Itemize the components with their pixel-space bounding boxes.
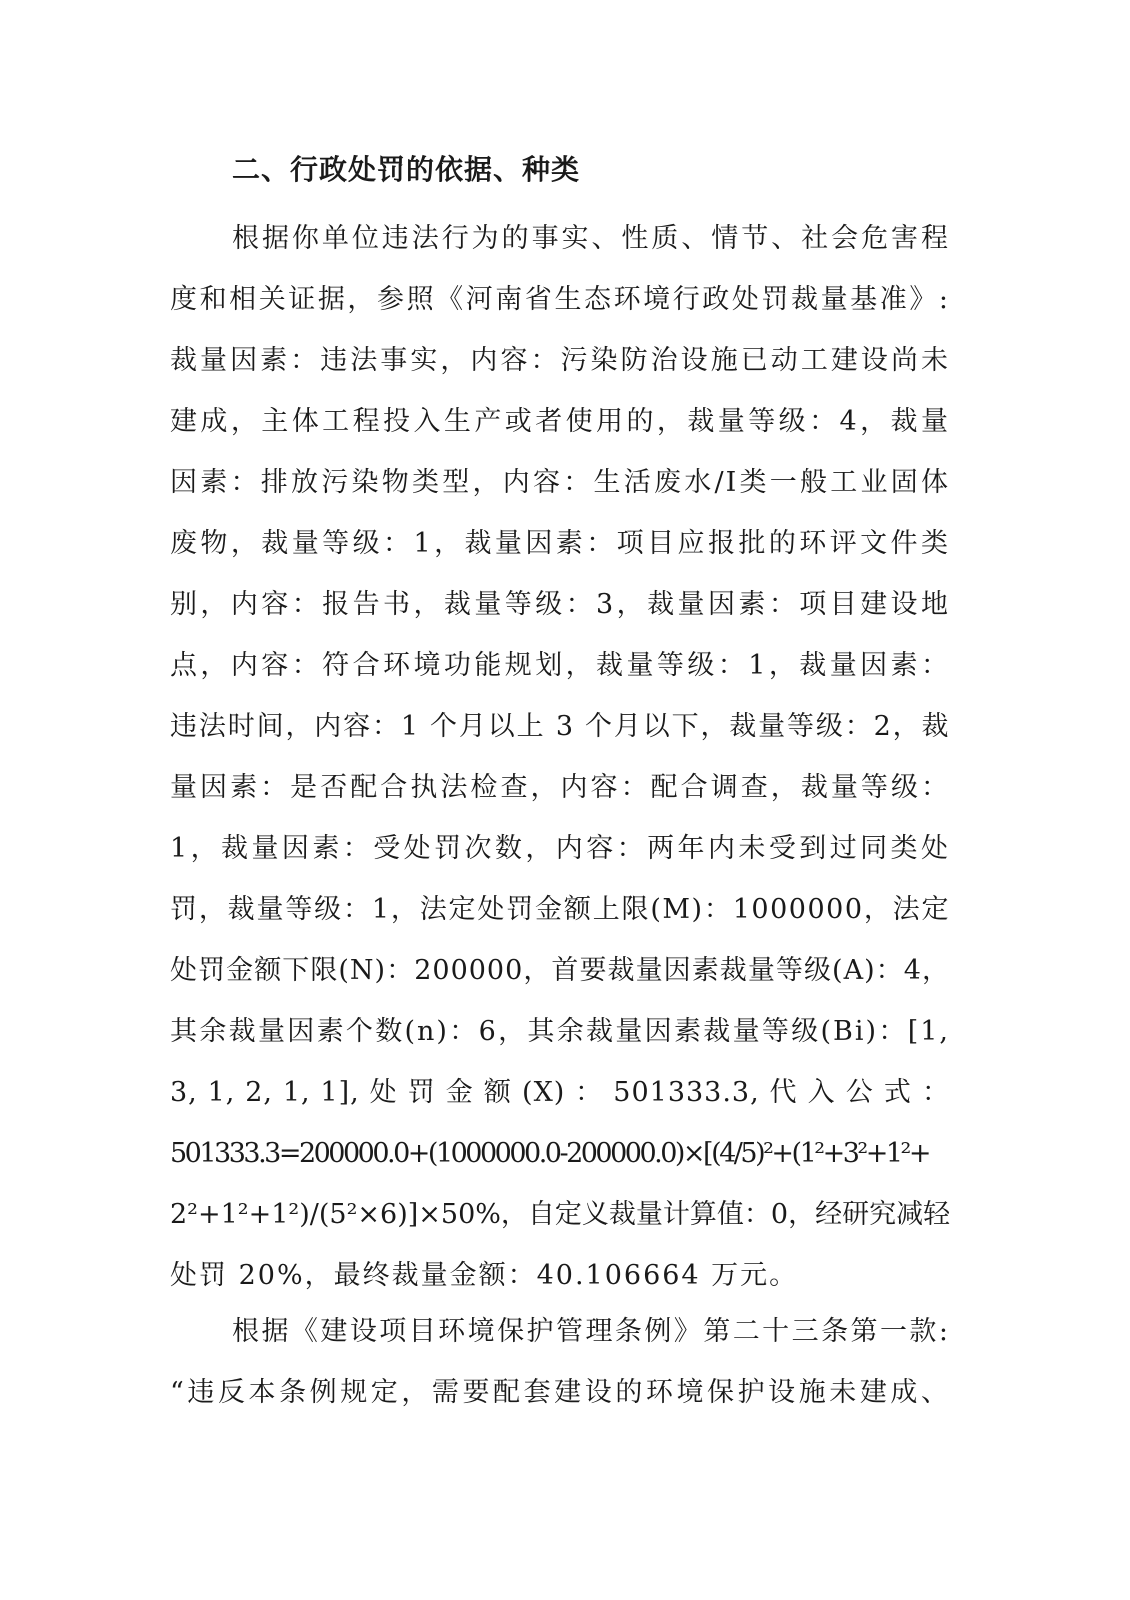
text-line: 点，内容：符合环境功能规划，裁量等级：1，裁量因素：: [170, 650, 950, 681]
text-line: 度和相关证据，参照《河南省生态环境行政处罚裁量基准》:: [170, 284, 950, 315]
section-heading: 二、行政处罚的依据、种类: [232, 153, 581, 186]
text-line: 处罚金额下限(N)：200000，首要裁量因素裁量等级(A)：4，: [170, 955, 950, 986]
text-line: “违反本条例规定，需要配套建设的环境保护设施未建成、: [170, 1377, 950, 1408]
text-line: 裁量因素：违法事实，内容：污染防治设施已动工建设尚未: [170, 345, 950, 376]
text-line: 废物，裁量等级：1，裁量因素：项目应报批的环评文件类: [170, 528, 950, 559]
text-line: 根据你单位违法行为的事实、性质、情节、社会危害程: [232, 223, 950, 254]
text-line: 建成，主体工程投入生产或者使用的，裁量等级：4，裁量: [170, 406, 950, 437]
text-line: 3, 1, 2, 1, 1], 处 罚 金 额 (X) ： 501333.3, 代 入 公 式 ：: [170, 1077, 950, 1108]
text-line: 1，裁量因素：受处罚次数，内容：两年内未受到过同类处: [170, 833, 950, 864]
paragraph-legal-citation: [170, 1301, 950, 1423]
text-line: 别，内容：报告书，裁量等级：3，裁量因素：项目建设地: [170, 589, 950, 620]
text-line: 罚，裁量等级：1，法定处罚金额上限(M)：1000000，法定: [170, 894, 950, 925]
text-line: 其余裁量因素个数(n)：6，其余裁量因素裁量等级(Bi)：[1,: [170, 1016, 950, 1047]
text-line: 根据《建设项目环境保护管理条例》第二十三条第一款:: [232, 1316, 950, 1347]
paragraph-penalty-basis: [170, 208, 950, 1306]
text-line: 2²+1²+1²)/(5²×6)]×50%，自定义裁量计算值：0，经研究减轻: [170, 1199, 951, 1230]
text-line: 违法时间，内容：1 个月以上 3 个月以下，裁量等级：2，裁: [170, 711, 950, 742]
text-line: 处罚 20%，最终裁量金额：40.106664 万元。: [170, 1260, 799, 1291]
text-line: 因素：排放污染物类型，内容：生活废水/I类一般工业固体: [170, 467, 950, 498]
text-line: 501333.3=200000.0+(1000000.0-200000.0)×[(4/5)²+(1²+3²+1²+: [170, 1138, 929, 1169]
text-line: 量因素：是否配合执法检查，内容：配合调查，裁量等级：: [170, 772, 950, 803]
